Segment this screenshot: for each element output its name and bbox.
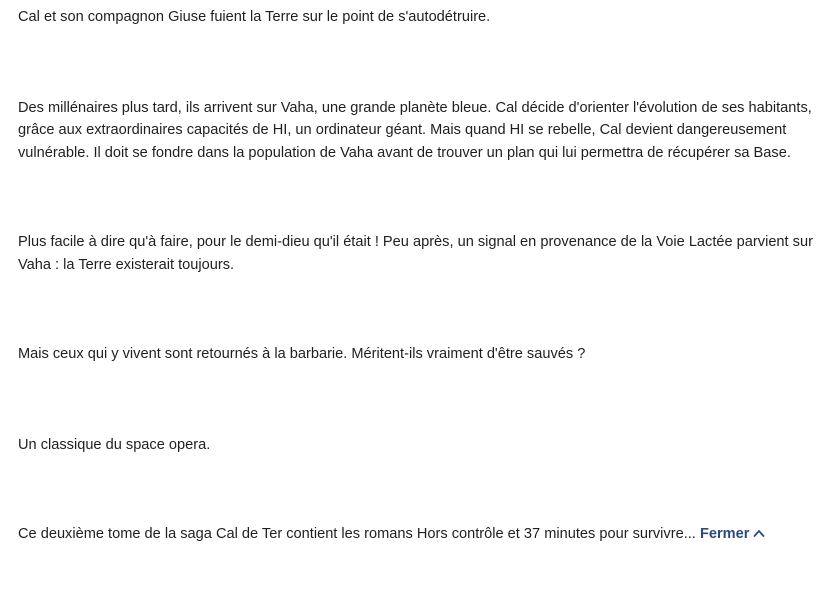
description-paragraph-3: Plus facile à dire qu'à faire, pour le demi-dieu qu'il était ! Peu après, un signal en provenance de la Voie Lactée parvient sur Vaha : la Terre existerait toujours. [18, 234, 813, 273]
description-paragraph-6-text: Ce deuxième tome de la saga Cal de Ter contient les romans Hors contrôle et 37 minutes pour survivre... [18, 526, 696, 542]
collapse-label: Fermer [699, 526, 750, 542]
description-paragraph-2: Des millénaires plus tard, ils arrivent sur Vaha, une grande planète bleue. Cal décide d'orienter l'évolution de ses habitants, grâce aux extraordinaires capacités de HI, un ordinateur géant. Mais quand HI se rebelle, Cal devient dangereusement vulnérable. Il doit se fondre dans la population de Vaha avant de trouver un plan qui lui permettra de récupérer sa Base. [18, 99, 812, 161]
description-paragraph-4: Mais ceux qui y vivent sont retournés à la barbarie. Méritent-ils vraiment d'être sauvés ? [18, 346, 586, 362]
description-paragraph-1: Cal et son compagnon Giuse fuient la Terre sur le point de s'autodétruire. [18, 9, 491, 25]
book-description [18, 6, 818, 546]
description-paragraph-6 [18, 523, 818, 546]
chevron-up-icon [753, 528, 765, 538]
description-paragraph-5: Un classique du space opera. [18, 436, 211, 453]
collapse-description-button[interactable] [700, 526, 765, 542]
